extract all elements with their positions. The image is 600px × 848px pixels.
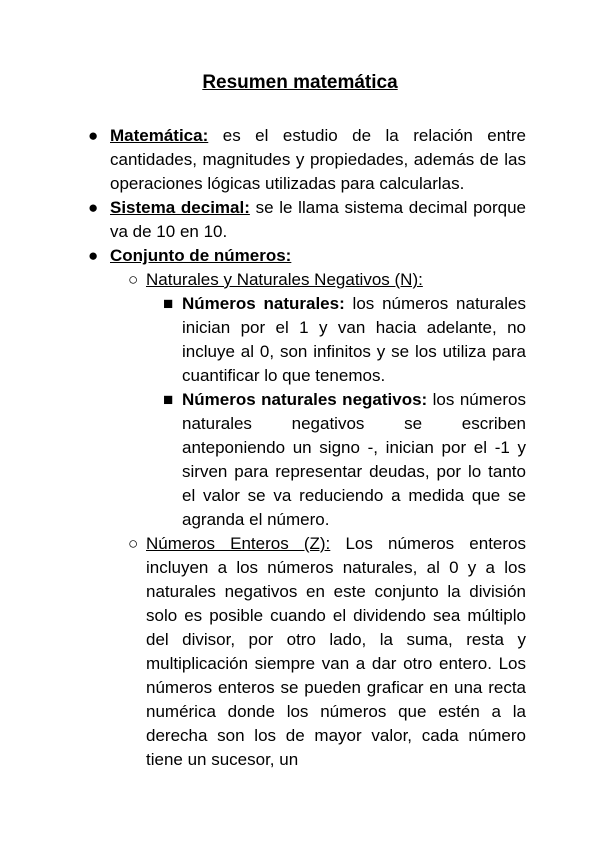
bullet-square: ■ xyxy=(163,390,174,409)
list-item-numeros-naturales-negativos xyxy=(182,388,526,532)
bullet-square: ■ xyxy=(163,294,174,313)
bullet-disc: ● xyxy=(88,198,99,217)
list-item-conjunto xyxy=(110,244,526,268)
term-numeros-naturales-negativos: Números naturales negativos: xyxy=(182,390,428,409)
bullet-disc: ● xyxy=(88,126,99,145)
list-item-numeros-naturales xyxy=(182,292,526,388)
bullet-disc: ● xyxy=(88,246,99,265)
list-item-matematica xyxy=(110,124,526,196)
definition-numeros-enteros: Los números enteros incluyen a los números naturales, al 0 y a los naturales negativos en este conjunto la división solo es posible cuando el dividendo sea múltiplo del divisor, por otro lado, la suma, resta y multiplicación siempre van a dar otro entero. Los números enteros se pueden graficar en una recta numérica donde los números que estén a la derecha son los de mayor valor, cada número tiene un sucesor, un xyxy=(146,534,527,769)
definition-numeros-naturales: los números naturales inician por el 1 y van hacia adelante, no incluye al 0, son infinitos y se los utiliza para cuantificar lo que tenemos. xyxy=(182,294,526,385)
page-title: Resumen matemática xyxy=(202,72,398,93)
term-conjunto: Conjunto de números: xyxy=(110,246,292,265)
heading-naturales: Naturales y Naturales Negativos (N): xyxy=(146,270,423,289)
bullet-circle: ○ xyxy=(128,534,139,553)
definition-sistema-decimal: se le llama sistema decimal porque va de 10 en 10. xyxy=(110,198,527,241)
definition-numeros-naturales-negativos: los números naturales negativos se escriben anteponiendo un signo -, inician por el -1 y sirven para representar deudas, por lo tanto el valor se va reduciendo a medida que se agranda el número. xyxy=(182,390,526,529)
subheading-naturales xyxy=(146,268,526,292)
list-item-sistema-decimal xyxy=(110,196,526,244)
heading-numeros-enteros: Números Enteros (Z): xyxy=(146,534,331,553)
bullet-circle: ○ xyxy=(128,270,139,289)
definition-matematica: es el estudio de la relación entre cantidades, magnitudes y propiedades, además de las operaciones lógicas utilizadas para calcularlas. xyxy=(110,126,526,193)
term-matematica: Matemática: xyxy=(110,126,209,145)
term-numeros-naturales: Números naturales: xyxy=(182,294,345,313)
term-sistema-decimal: Sistema decimal: xyxy=(110,198,250,217)
list-item-numeros-enteros xyxy=(146,532,526,772)
